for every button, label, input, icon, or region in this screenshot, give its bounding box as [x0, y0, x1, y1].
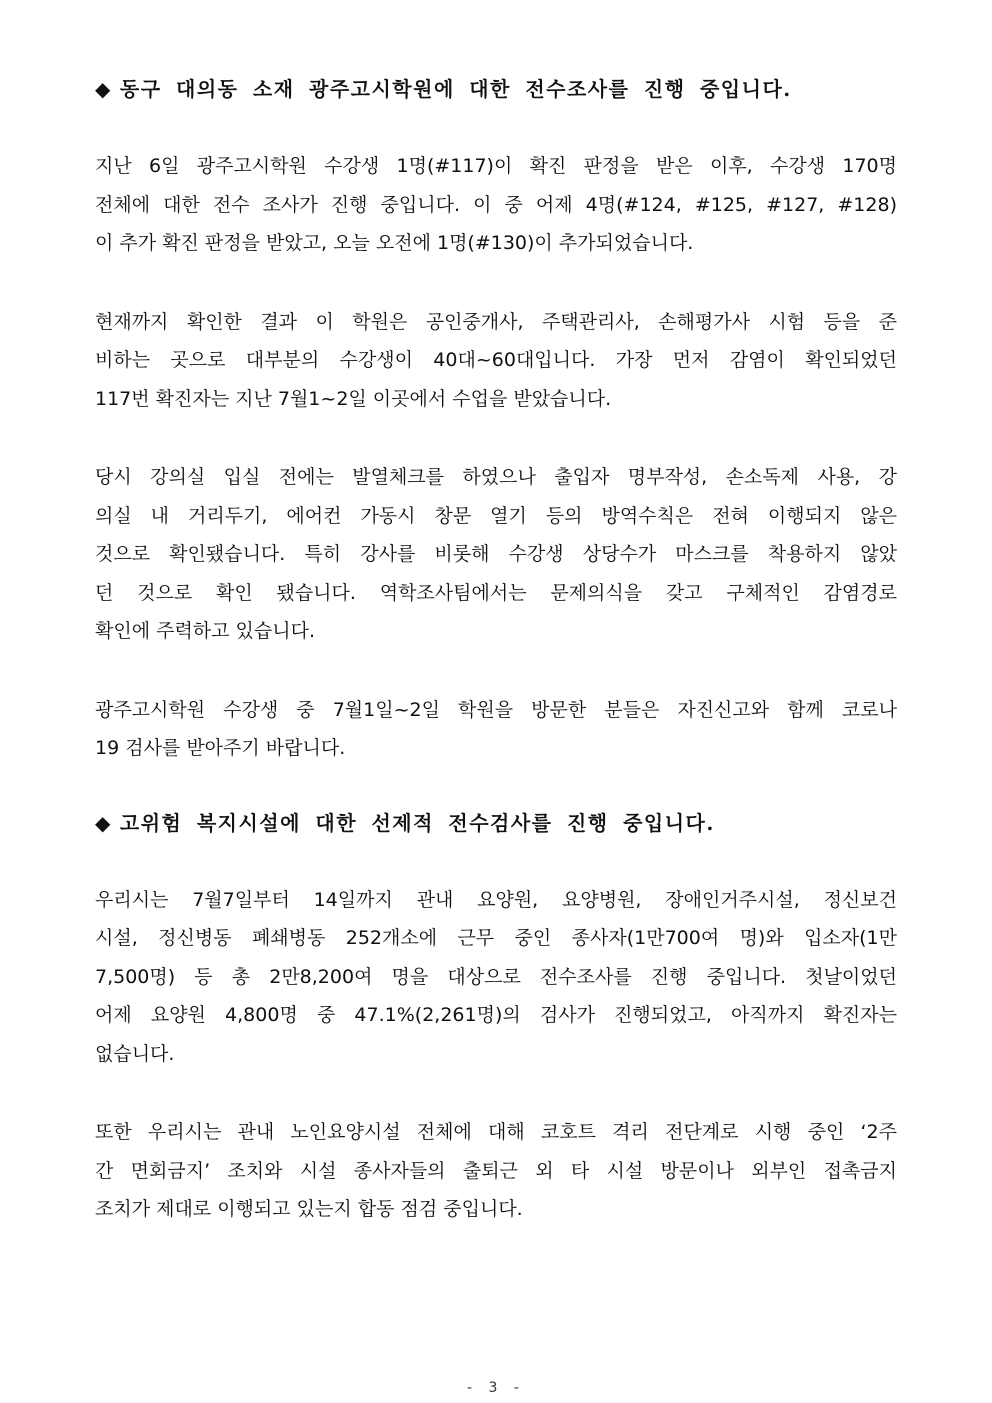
paragraph-line: 우리시는 7월7일부터 14일까지 관내 요양원, 요양병원, 장애인거주시설, 정신보건	[95, 888, 897, 911]
paragraph-line: 던 것으로 확인 됐습니다. 역학조사팀에서는 문제의식을 갖고 구체적인 감염경로	[95, 581, 897, 604]
paragraph-line: 이 추가 확진 판정을 받았고, 오늘 오전에 1명(#130)이 추가되었습니다.	[95, 232, 694, 254]
paragraph-line: 7,500명) 등 총 2만8,200여 명을 대상으로 전수조사를 진행 중입니다. 첫날이었던	[95, 965, 897, 988]
paragraph	[95, 1113, 897, 1229]
paragraph	[95, 303, 897, 419]
section-heading-text: 동구 대의동 소재 광주고시학원에 대한 전수조사를 진행 중입니다.	[119, 77, 792, 101]
paragraph-line: 지난 6일 광주고시학원 수강생 1명(#117)이 확진 판정을 받은 이후, 수강생 170명	[95, 155, 897, 177]
paragraph-line: 당시 강의실 입실 전에는 발열체크를 하였으나 출입자 명부작성, 손소독제 사용, 강	[95, 466, 897, 488]
section-heading-text: 고위험 복지시설에 대한 선제적 전수검사를 진행 중입니다.	[119, 810, 715, 835]
diamond-bullet-icon: ◆	[95, 77, 112, 101]
paragraph	[95, 881, 897, 1074]
paragraph-line: 것으로 확인됐습니다. 특히 강사를 비롯해 수강생 상당수가 마스크를 착용하지 않았	[95, 543, 897, 565]
paragraph-line: 없습니다.	[95, 1042, 175, 1065]
paragraph-line: 조치가 제대로 이행되고 있는지 합동 점검 중입니다.	[95, 1198, 523, 1220]
paragraph-line: 광주고시학원 수강생 중 7월1일~2일 학원을 방문한 분들은 자진신고와 함께 코로나	[95, 698, 897, 721]
paragraph-line: 전체에 대한 전수 조사가 진행 중입니다. 이 중 어제 4명(#124, #125, #127, #128)	[95, 193, 897, 216]
diamond-bullet-icon: ◆	[95, 810, 112, 835]
paragraph	[95, 458, 897, 651]
paragraph-line: 19 검사를 받아주기 바랍니다.	[95, 737, 346, 759]
paragraph-line: 확인에 주력하고 있습니다.	[95, 620, 316, 642]
paragraph-line: 비하는 곳으로 대부분의 수강생이 40대~60대입니다. 가장 먼저 감염이 확인되었던	[95, 349, 897, 371]
section-heading-1	[95, 71, 897, 107]
paragraph	[95, 691, 897, 768]
paragraph-line: 간 면회금지’ 조치와 시설 종사자들의 출퇴근 외 타 시설 방문이나 외부인 접촉금지	[95, 1159, 897, 1182]
paragraph-line: 어제 요양원 4,800명 중 47.1%(2,261명)의 검사가 진행되었고, 아직까지 확진자는	[95, 1004, 897, 1026]
paragraph-line: 또한 우리시는 관내 노인요양시설 전체에 대해 코호트 격리 전단계로 시행 중인 ‘2주	[95, 1121, 897, 1143]
section-heading-2	[95, 805, 897, 841]
document-body	[95, 71, 897, 1229]
paragraph-line: 117번 확진자는 지난 7월1~2일 이곳에서 수업을 받았습니다.	[95, 387, 612, 410]
page-number: - 3 -	[467, 1380, 525, 1396]
paragraph-line: 시설, 정신병동 폐쇄병동 252개소에 근무 중인 종사자(1만700여 명)와 입소자(1만	[95, 927, 897, 949]
paragraph-line: 의실 내 거리두기, 에어컨 가동시 창문 열기 등의 방역수칙은 전혀 이행되지 않은	[95, 504, 897, 527]
paragraph	[95, 147, 897, 263]
paragraph-line: 현재까지 확인한 결과 이 학원은 공인중개사, 주택관리사, 손해평가사 시험 등을 준	[95, 310, 897, 333]
